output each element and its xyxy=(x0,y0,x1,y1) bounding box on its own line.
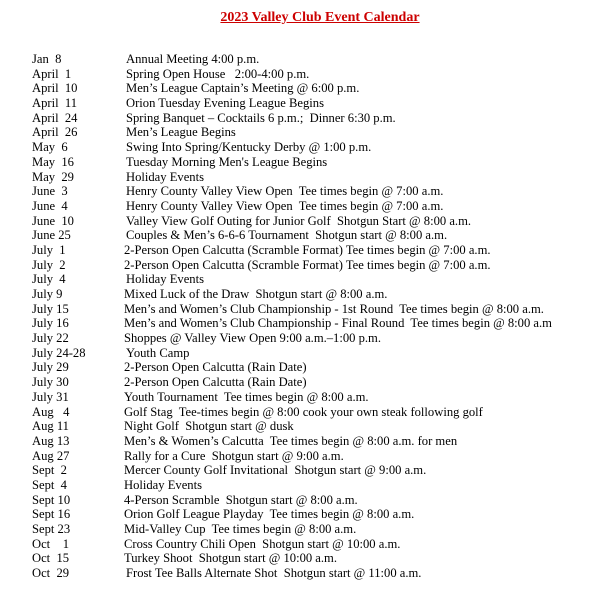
event-date: Sept 4 xyxy=(32,477,67,492)
event-date: April 26 xyxy=(32,125,78,140)
event-description: Men’s and Women’s Club Championship - 1st Round Tee times begin @ 8:00 a.m. xyxy=(124,301,544,316)
event-date: July 1 xyxy=(32,242,66,257)
event-date: Oct 1 xyxy=(32,536,70,551)
event-description: Annual Meeting 4:00 p.m. xyxy=(126,52,260,66)
event-description: Tuesday Morning Men's League Begins xyxy=(126,154,328,169)
event-description: Mercer County Golf Invitational Shotgun start @ 9:00 a.m. xyxy=(124,463,427,478)
event-date: April 11 xyxy=(32,96,78,111)
event-description: Cross Country Chili Open Shotgun start @ 10:00 a.m. xyxy=(124,536,401,551)
event-date: July 16 xyxy=(32,316,69,331)
event-date: Oct 29 xyxy=(32,566,70,581)
event-date: June 25 xyxy=(32,228,71,243)
event-date: Sept 10 xyxy=(32,492,71,507)
event-description: Mixed Luck of the Draw Shotgun start @ 8:00 a.m. xyxy=(124,287,388,301)
event-date: July 30 xyxy=(32,375,69,390)
event-description: Youth Tournament Tee times begin @ 8:00 a.m. xyxy=(124,389,369,404)
event-date: Sept 2 xyxy=(32,463,67,478)
event-date: Oct 15 xyxy=(32,551,70,566)
event-date: Sept 23 xyxy=(32,522,71,536)
event-date: April 10 xyxy=(32,81,78,96)
event-date: July 9 xyxy=(32,287,63,301)
event-date: Sept 16 xyxy=(32,507,71,522)
event-description: 2-Person Open Calcutta (Scramble Format) Tee times begin @ 7:00 a.m. xyxy=(124,257,491,272)
event-description: 2-Person Open Calcutta (Rain Date) xyxy=(124,375,307,390)
event-description: Orion Golf League Playday Tee times begin @ 8:00 a.m. xyxy=(124,507,415,522)
event-date: July 31 xyxy=(32,389,69,404)
event-date: Jan 8 xyxy=(32,52,62,66)
event-date: June 10 xyxy=(32,213,74,228)
event-date: May 6 xyxy=(32,140,68,155)
event-description: 2-Person Open Calcutta (Scramble Format) Tee times begin @ 7:00 a.m. xyxy=(124,242,491,257)
event-description: Spring Open House 2:00-4:00 p.m. xyxy=(126,66,310,81)
event-date: April 1 xyxy=(32,66,72,81)
event-description: 4-Person Scramble Shotgun start @ 8:00 a.m. xyxy=(124,492,358,507)
event-description: Men’s & Women’s Calcutta Tee times begin @ 8:00 a.m. for men xyxy=(124,433,458,448)
event-date: June 4 xyxy=(32,198,68,213)
event-date: July 2 xyxy=(32,257,66,272)
page-title: 2023 Valley Club Event Calendar xyxy=(220,10,420,25)
event-date: April 24 xyxy=(32,110,78,125)
event-date: Aug 11 xyxy=(32,419,69,434)
event-description: Spring Banquet – Cocktails 6 p.m.; Dinner 6:30 p.m. xyxy=(126,110,396,125)
event-date: Aug 27 xyxy=(32,448,70,463)
event-description: Henry County Valley View Open Tee times begin @ 7:00 a.m. xyxy=(126,198,444,213)
event-description: Holiday Events xyxy=(124,477,202,492)
event-description: Swing Into Spring/Kentucky Derby @ 1:00 p.m. xyxy=(126,140,372,155)
event-date: May 29 xyxy=(32,169,74,184)
event-date: July 22 xyxy=(32,331,69,346)
event-description: Men’s League Begins xyxy=(126,125,236,140)
event-date: July 4 xyxy=(32,272,66,287)
event-date: June 3 xyxy=(32,184,68,199)
event-description: Valley View Golf Outing for Junior Golf Shotgun Start @ 8:00 a.m. xyxy=(126,213,472,228)
event-date: Aug 4 xyxy=(32,404,70,419)
event-date: July 29 xyxy=(32,360,69,375)
event-date: July 24-28 xyxy=(32,345,86,360)
event-date: Aug 13 xyxy=(32,433,70,448)
event-description: Frost Tee Balls Alternate Shot Shotgun start @ 11:00 a.m. xyxy=(126,566,422,581)
event-description: Shoppes @ Valley View Open 9:00 a.m.–1:00 p.m. xyxy=(124,331,381,346)
event-date: May 16 xyxy=(32,154,74,169)
event-description: Holiday Events xyxy=(126,169,204,184)
event-description: Henry County Valley View Open Tee times begin @ 7:00 a.m. xyxy=(126,184,444,199)
event-description: Mid-Valley Cup Tee times begin @ 8:00 a.m. xyxy=(124,522,357,536)
event-description: Night Golf Shotgun start @ dusk xyxy=(124,419,294,434)
event-description: Men’s and Women’s Club Championship - Final Round Tee times begin @ 8:00 a.m xyxy=(124,316,552,331)
event-description: 2-Person Open Calcutta (Rain Date) xyxy=(124,360,307,375)
event-description: Holiday Events xyxy=(126,272,204,287)
event-description: Turkey Shoot Shotgun start @ 10:00 a.m. xyxy=(124,551,337,566)
event-description: Men’s League Captain’s Meeting @ 6:00 p.m. xyxy=(126,81,360,96)
event-description: Golf Stag Tee-times begin @ 8:00 cook your own steak following golf xyxy=(124,404,483,419)
event-description: Orion Tuesday Evening League Begins xyxy=(126,96,324,111)
event-description: Rally for a Cure Shotgun start @ 9:00 a.m. xyxy=(124,448,344,463)
event-description: Couples & Men’s 6-6-6 Tournament Shotgun start @ 8:00 a.m. xyxy=(126,228,448,243)
event-date: July 15 xyxy=(32,301,69,316)
event-description: Youth Camp xyxy=(126,345,190,360)
